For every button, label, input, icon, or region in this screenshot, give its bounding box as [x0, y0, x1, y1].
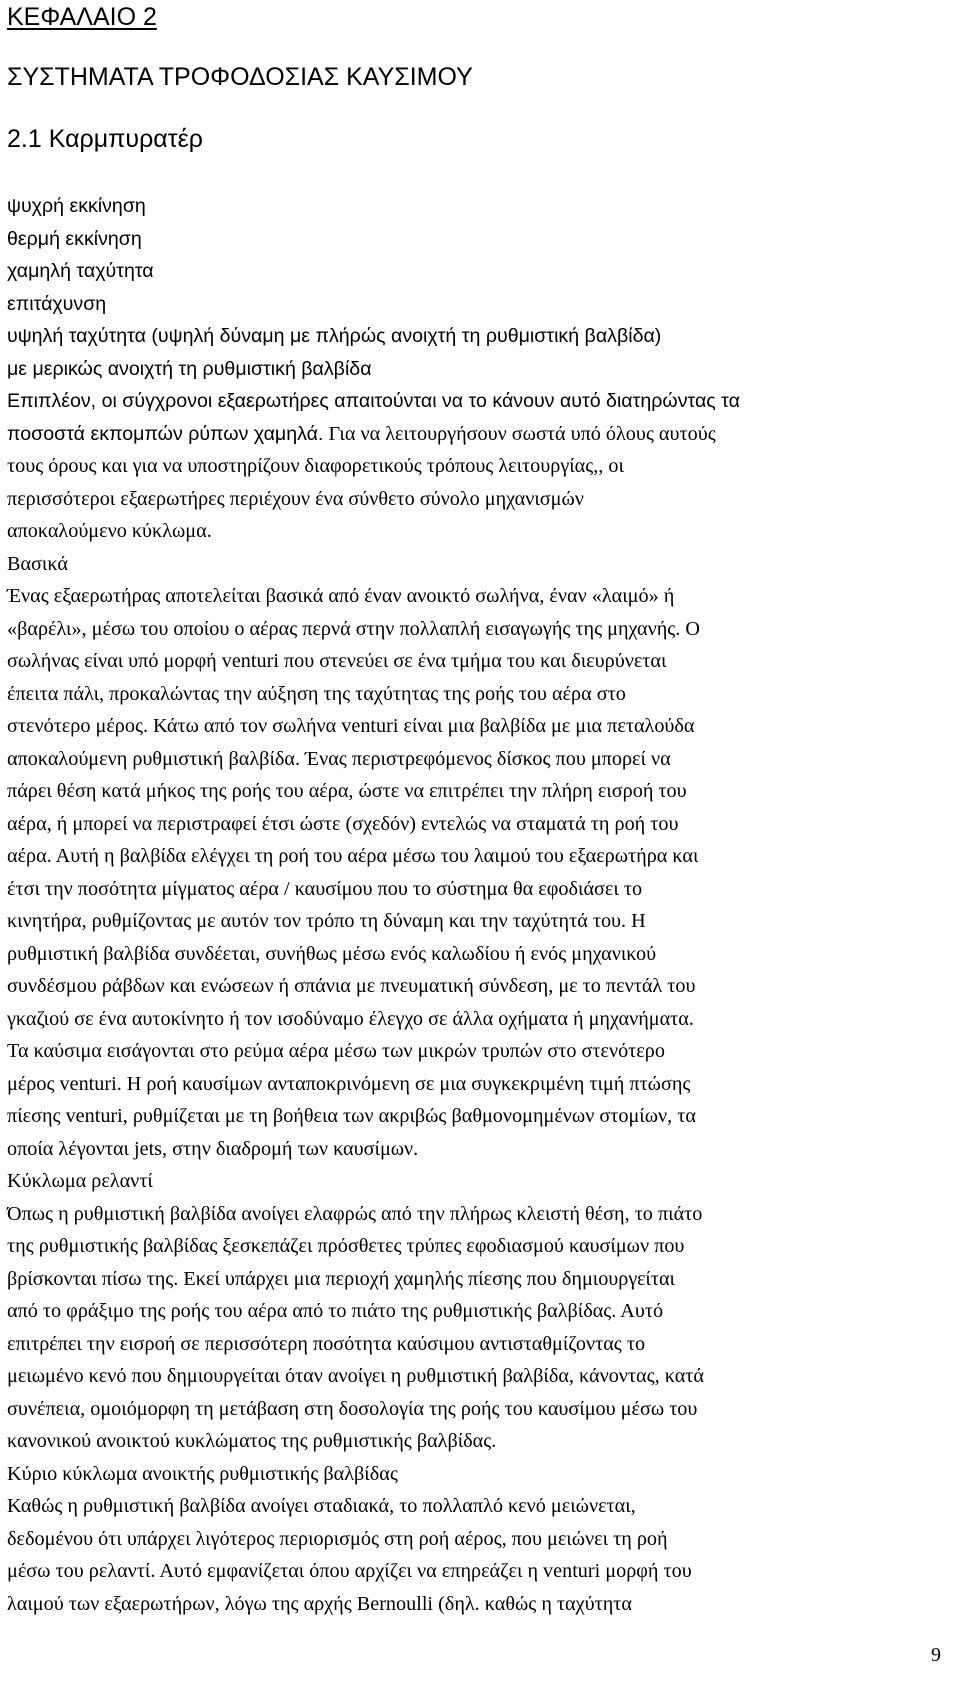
text-line: πίεσης venturi, ρυθμίζεται με τη βοήθεια των ακριβώς βαθμονομημένων στομίων, τα	[7, 1105, 696, 1127]
list-item: θερμή εκκίνηση	[7, 227, 142, 250]
list-item: ψυχρή εκκίνηση	[7, 195, 146, 217]
text-line: περισσότεροι εξαερωτήρες περιέχουν ένα σύνθετο σύνολο μηχανισμών	[7, 487, 584, 510]
text-line: επιτρέπει την εισροή σε περισσότερη ποσότητα καύσιμου αντισταθμίζοντας το	[7, 1332, 646, 1355]
text-line: Κύριο κύκλωμα ανοικτής ρυθμιστικής βαλβίδας	[7, 1462, 398, 1485]
body-text	[7, 385, 953, 1620]
text-line: αέρα. Αυτή η βαλβίδα ελέγχει τη ροή του αέρα μέσω του λαιμού του εξαερωτήρα και	[7, 845, 699, 867]
text-line: «βαρέλι», μέσω του οποίου ο αέρας περνά στην πολλαπλή εισαγωγής της μηχανής. Ο	[7, 617, 700, 640]
text-line: τους όρους και για να υποστηρίζουν διαφορετικούς τρόπους λειτουργίας,, οι	[7, 455, 624, 477]
text-line: έπειτα πάλι, προκαλώντας την αύξηση της ταχύτητας της ροής του αέρα στο	[7, 682, 626, 705]
text-line: Ένας εξαερωτήρας αποτελείται βασικά από έναν ανοικτό σωλήνα, έναν «λαιμό» ή	[7, 585, 675, 607]
text-line: Όπως η ρυθμιστική βαλβίδα ανοίγει ελαφρώς από την πλήρως κλειστή θέση, το πιάτο	[7, 1202, 703, 1225]
text-line: συνέπεια, ομοιόμορφη τη μετάβαση στη δοσολογία της ροής του καυσίμου μέσω του	[7, 1397, 698, 1420]
text-line: δεδομένου ότι υπάρχει λιγότερος περιορισμός στη ροή αέρος, που μειώνει τη ροή	[7, 1527, 668, 1550]
text-line: κανονικού ανοικτού κυκλώματος της ρυθμιστικής βαλβίδας.	[7, 1430, 497, 1452]
text-line: σωλήνας είναι υπό μορφή venturi που στενεύει σε ένα τμήμα του και διευρύνεται	[7, 650, 667, 672]
text-line: οποία λέγονται jets, στην διαδρομή των καυσίμων.	[7, 1137, 419, 1160]
text-line: Κύκλωμα ρελαντί	[7, 1170, 153, 1192]
text-line: της ρυθμιστικής βαλβίδας ξεσκεπάζει πρόσθετες τρύπες εφοδιασμού καυσίμων που	[7, 1235, 685, 1257]
text-line: μέσω του ρελαντί. Αυτό εμφανίζεται όπου αρχίζει να επηρεάζει η venturi μορφή του	[7, 1560, 692, 1582]
list-item: επιτάχυνση	[7, 292, 107, 315]
text-line: Βασικά	[7, 552, 68, 575]
list-item: με μερικώς ανοιχτή τη ρυθμιστική βαλβίδα	[7, 357, 372, 380]
list-item: υψηλή ταχύτητα (υψηλή δύναμη με πλήρώς ανοιχτή τη ρυθμιστική βαλβίδα)	[7, 325, 662, 347]
text-line: μειωμένο κενό που δημιουργείται όταν ανοίγει η ρυθμιστική βαλβίδα, κάνοντας, κατά	[7, 1365, 704, 1387]
text-line: στενότερο μέρος. Κάτω από τον σωλήνα venturi είναι μια βαλβίδα με μια πεταλούδα	[7, 715, 695, 737]
text-line: μέρος venturi. Η ροή καυσίμων ανταποκρινόμενη σε μια συγκεκριμένη τιμή πτώσης	[7, 1072, 691, 1095]
page-number: 9	[931, 1644, 941, 1666]
text-line: γκαζιού σε ένα αυτοκίνητο ή τον ισοδύναμο έλεγχο σε άλλα οχήματα ή μηχανήματα.	[7, 1007, 694, 1030]
serif-paragraphs	[7, 450, 953, 1620]
text-line: αποκαλούμενο κύκλωμα.	[7, 520, 212, 542]
chapter-label: ΚΕΦΑΛΑΙΟ 2	[7, 3, 157, 31]
section-heading: 2.1 Καρμπυρατέρ	[7, 125, 203, 153]
text-line: αποκαλούμενη ρυθμιστική βαλβίδα. Ένας περιστρεφόμενος δίσκος που μπορεί να	[7, 747, 671, 770]
text-line: βρίσκονται πίσω της. Εκεί υπάρχει μια περιοχή χαμηλής πίεσης που δημιουργείται	[7, 1267, 675, 1290]
text-line: ρυθμιστική βαλβίδα συνδέεται, συνήθως μέσω ενός καλωδίου ή ενός μηχανικού	[7, 942, 657, 965]
text-span: ποσοστά εκπομπών ρύπων χαμηλά.	[7, 422, 324, 445]
text-line: λαιμού των εξαερωτήρων, λόγω της αρχής Bernoulli (δηλ. καθώς η ταχύτητα	[7, 1592, 632, 1615]
text-line: από το φράξιμο της ροής του αέρα από το πιάτο της ρυθμιστικής βαλβίδας. Αυτό	[7, 1300, 664, 1322]
operating-conditions-list	[7, 190, 947, 385]
text-span: Για να λειτουργήσουν σωστά υπό όλους αυτούς	[323, 422, 716, 445]
text-line: συνδέσμου ράβδων και ενώσεων ή σπάνια με πνευματική σύνδεση, με το πεντάλ του	[7, 975, 696, 997]
text-line: Επιπλέον, οι σύγχρονοι εξαερωτήρες απαιτούνται να το κάνουν αυτό διατηρώντας τα	[7, 390, 740, 412]
text-line: έτσι την ποσότητα μίγματος αέρα / καυσίμου που το σύστημα θα εφοδιάσει το	[7, 877, 643, 900]
text-line: Τα καύσιμα εισάγονται στο ρεύμα αέρα μέσω των μικρών τρυπών στο στενότερο	[7, 1040, 665, 1062]
text-line: Καθώς η ρυθμιστική βαλβίδα ανοίγει σταδιακά, το πολλαπλό κενό μειώνεται,	[7, 1495, 636, 1517]
list-item: χαμηλή ταχύτητα	[7, 260, 154, 282]
text-line: κινητήρα, ρυθμίζοντας με αυτόν τον τρόπο τη δύναμη και την ταχύτητά του. Η	[7, 910, 646, 932]
text-line	[7, 418, 953, 451]
text-line: πάρει θέση κατά μήκος της ροής του αέρα, ώστε να επιτρέπει την πλήρη εισροή του	[7, 780, 687, 802]
chapter-title: ΣΥΣΤΗΜΑΤΑ ΤΡΟΦΟΔΟΣΙΑΣ ΚΑΥΣΙΜΟΥ	[7, 63, 473, 91]
text-line: αέρα, ή μπορεί να περιστραφεί έτσι ώστε (σχεδόν) εντελώς να σταματά τη ροή του	[7, 812, 679, 835]
